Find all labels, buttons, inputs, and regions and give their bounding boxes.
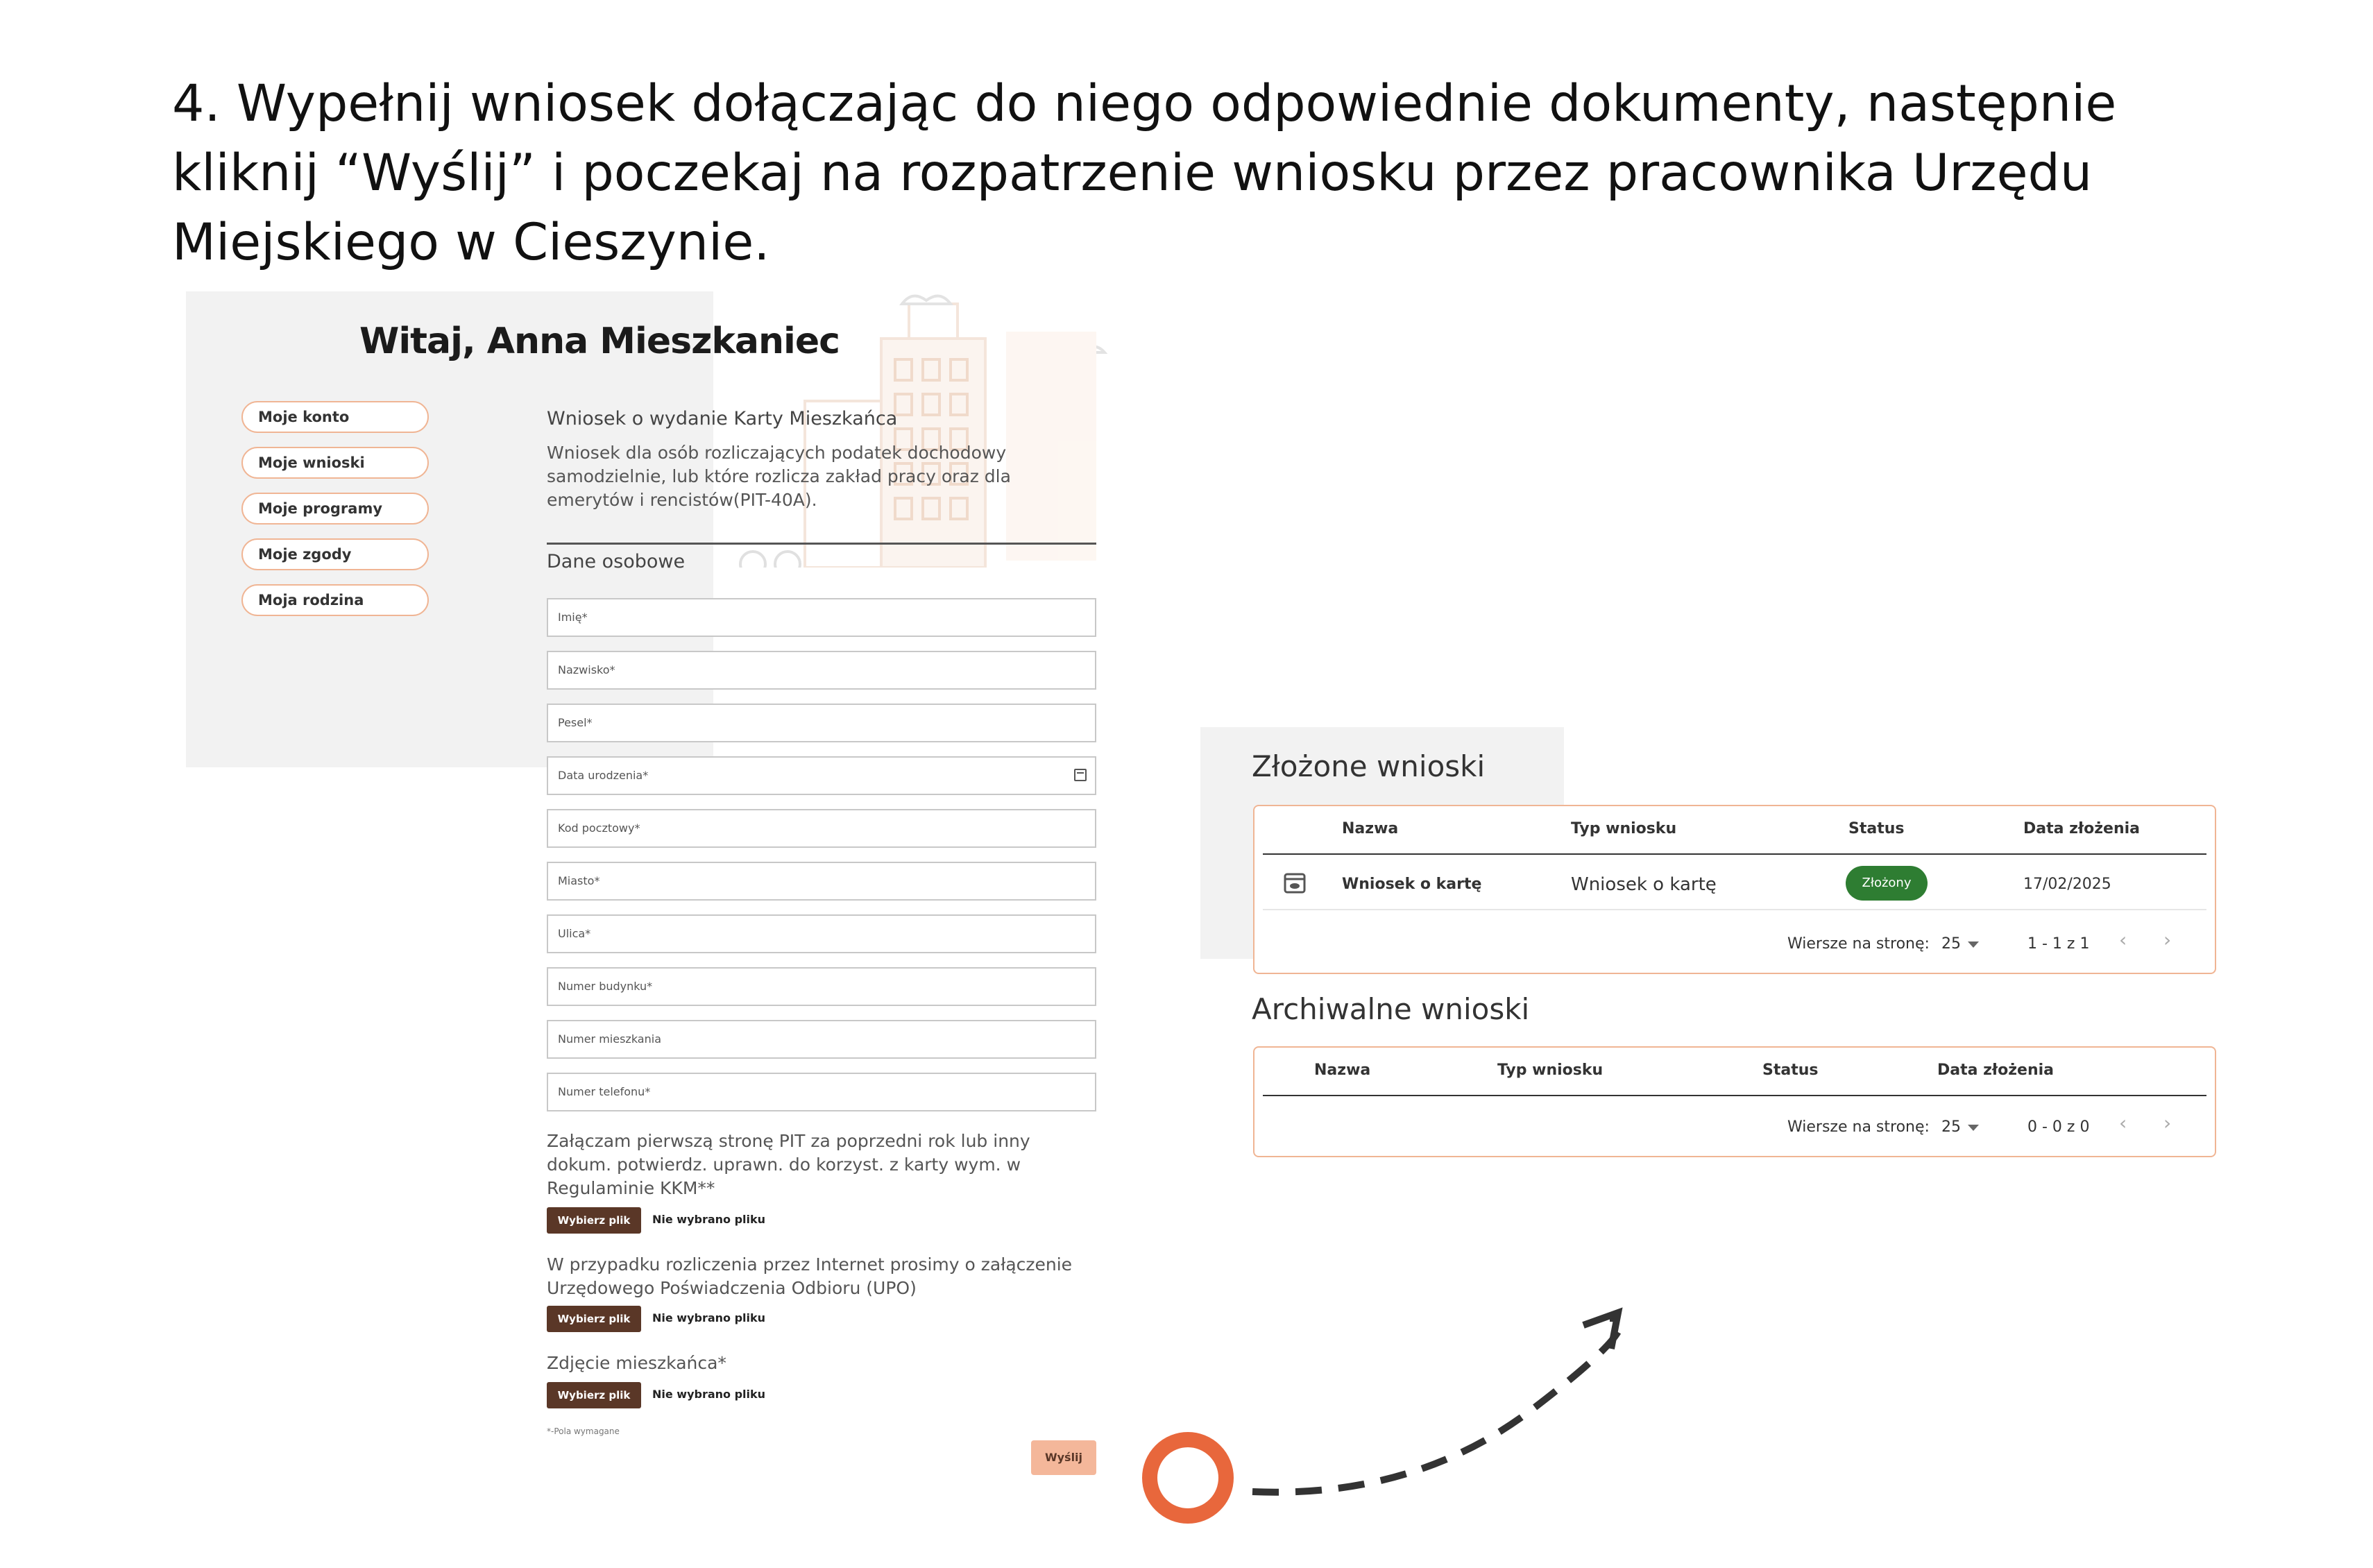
instruction-line-1: 4. Wypełnij wniosek dołączając do niego odpowiednie dokumenty, następnie (172, 74, 2117, 133)
instruction-line-3: Miejskiego w Cieszynie. (172, 213, 770, 272)
attachment-label-line: Urzędowego Poświadczenia Odbioru (UPO) (547, 1278, 917, 1298)
file-status-photo: Nie wybrano pliku (652, 1388, 766, 1401)
attachment-label-line: Załączam pierwszą stronę PIT za poprzedni rok lub inny (547, 1131, 1030, 1151)
rows-per-page-label: Wiersze na stronę: (1787, 935, 1930, 953)
table-header-divider (1263, 853, 2206, 855)
chevron-left-icon[interactable]: ‹ (2119, 1111, 2127, 1134)
form-divider (547, 543, 1096, 545)
caret-down-icon (1968, 1125, 1979, 1131)
apartment-number-field[interactable]: Numer mieszkania (547, 1020, 1096, 1059)
street-field[interactable]: Ulica* (547, 914, 1096, 953)
attachment-pit-label (547, 1130, 1081, 1200)
chevron-left-icon[interactable]: ‹ (2119, 928, 2127, 951)
rows-per-page-value: 25 (1941, 935, 1961, 953)
birth-date-placeholder: Data urodzenia* (558, 769, 649, 782)
column-header-status[interactable]: Status (1762, 1062, 1819, 1079)
pagination-range: 1 - 1 z 1 (2027, 935, 2090, 953)
row-date: 17/02/2025 (2023, 876, 2111, 893)
instruction-text (172, 69, 2184, 278)
row-type: Wniosek o kartę (1571, 874, 1717, 895)
submit-button[interactable]: Wyślij (1031, 1440, 1096, 1475)
section-personal-data-heading: Dane osobowe (547, 551, 686, 572)
submitted-applications-title: Złożone wnioski (1252, 749, 1486, 783)
instruction-line-2: kliknij “Wyślij” i poczekaj na rozpatrzenie wniosku przez pracownika Urzędu (172, 144, 2093, 203)
birth-date-field[interactable] (547, 756, 1096, 795)
document-view-icon[interactable] (1284, 873, 1306, 894)
rows-per-page-label: Wiersze na stronę: (1787, 1118, 1930, 1136)
pagination-range: 0 - 0 z 0 (2027, 1118, 2090, 1136)
table-header-divider (1263, 1095, 2206, 1096)
attachment-label-line: W przypadku rozliczenia przez Internet prosimy o załączenie (547, 1254, 1073, 1275)
column-header-date[interactable]: Data złożenia (1937, 1062, 2054, 1079)
form-description-line: emerytów i rencistów(PIT-40A). (547, 490, 817, 510)
status-badge: Złożony (1846, 866, 1928, 901)
city-field[interactable]: Miasto* (547, 862, 1096, 901)
form-description (547, 441, 1032, 512)
attachment-label-line: dokum. potwierdz. uprawn. do korzyst. z karty wym. w (547, 1154, 1021, 1175)
choose-file-button-photo[interactable]: Wybierz plik (547, 1382, 641, 1408)
choose-file-button-pit[interactable]: Wybierz plik (547, 1207, 641, 1234)
welcome-panel-background (186, 291, 713, 767)
annotation-arrowhead (1583, 1313, 1618, 1349)
sidebar-item-my-applications[interactable]: Moje wnioski (241, 447, 429, 479)
required-fields-note: *-Pola wymagane (547, 1426, 620, 1436)
column-header-date[interactable]: Data złożenia (2023, 820, 2140, 837)
attachment-label-line: Regulaminie KKM** (547, 1178, 715, 1198)
column-header-status[interactable]: Status (1848, 820, 1905, 837)
rows-per-page-select[interactable] (1941, 935, 1979, 953)
rows-per-page-select[interactable] (1941, 1118, 1979, 1136)
caret-down-icon (1968, 941, 1979, 948)
choose-file-button-upo[interactable]: Wybierz plik (547, 1306, 641, 1332)
attachment-upo-label (547, 1253, 1081, 1300)
form-description-line: samodzielnie, lub które rozlicza zakład pracy oraz dla (547, 466, 1011, 486)
pesel-field[interactable]: Pesel* (547, 704, 1096, 742)
archived-applications-title: Archiwalne wnioski (1252, 992, 1530, 1026)
attachment-photo-label (547, 1352, 1081, 1375)
chevron-right-icon[interactable]: › (2163, 1111, 2172, 1134)
submitted-applications-table (1253, 805, 2216, 974)
form-description-line: Wniosek dla osób rozliczających podatek dochodowy (547, 443, 1007, 463)
column-header-type[interactable]: Typ wniosku (1571, 820, 1677, 837)
sidebar-item-my-family[interactable]: Moja rodzina (241, 584, 429, 616)
calendar-icon[interactable] (1074, 769, 1087, 781)
column-header-name[interactable]: Nazwa (1314, 1062, 1371, 1079)
building-number-field[interactable]: Numer budynku* (547, 967, 1096, 1006)
postal-code-field[interactable]: Kod pocztowy* (547, 809, 1096, 848)
sidebar-item-my-consents[interactable]: Moje zgody (241, 538, 429, 570)
form-title: Wniosek o wydanie Karty Mieszkańca (547, 408, 898, 429)
sidebar-item-my-programs[interactable]: Moje programy (241, 493, 429, 525)
column-header-type[interactable]: Typ wniosku (1497, 1062, 1604, 1079)
attachment-label-line: Zdjęcie mieszkańca* (547, 1353, 726, 1373)
first-name-field[interactable]: Imię* (547, 598, 1096, 637)
row-name: Wniosek o kartę (1342, 876, 1482, 893)
last-name-field[interactable]: Nazwisko* (547, 651, 1096, 690)
welcome-title: Witaj, Anna Mieszkaniec (359, 321, 840, 362)
sidebar-item-my-account[interactable]: Moje konto (241, 401, 429, 433)
table-row-divider (1263, 909, 2206, 910)
annotation-arrow (1124, 1304, 1651, 1533)
annotation-circle (1150, 1440, 1226, 1516)
file-status-upo: Nie wybrano pliku (652, 1311, 766, 1324)
chevron-right-icon[interactable]: › (2163, 928, 2172, 951)
column-header-name[interactable]: Nazwa (1342, 820, 1399, 837)
rows-per-page-value: 25 (1941, 1118, 1961, 1136)
phone-number-field[interactable]: Numer telefonu* (547, 1073, 1096, 1111)
file-status-pit: Nie wybrano pliku (652, 1213, 766, 1226)
annotation-dashed-path (1252, 1318, 1621, 1492)
archived-applications-table (1253, 1046, 2216, 1157)
